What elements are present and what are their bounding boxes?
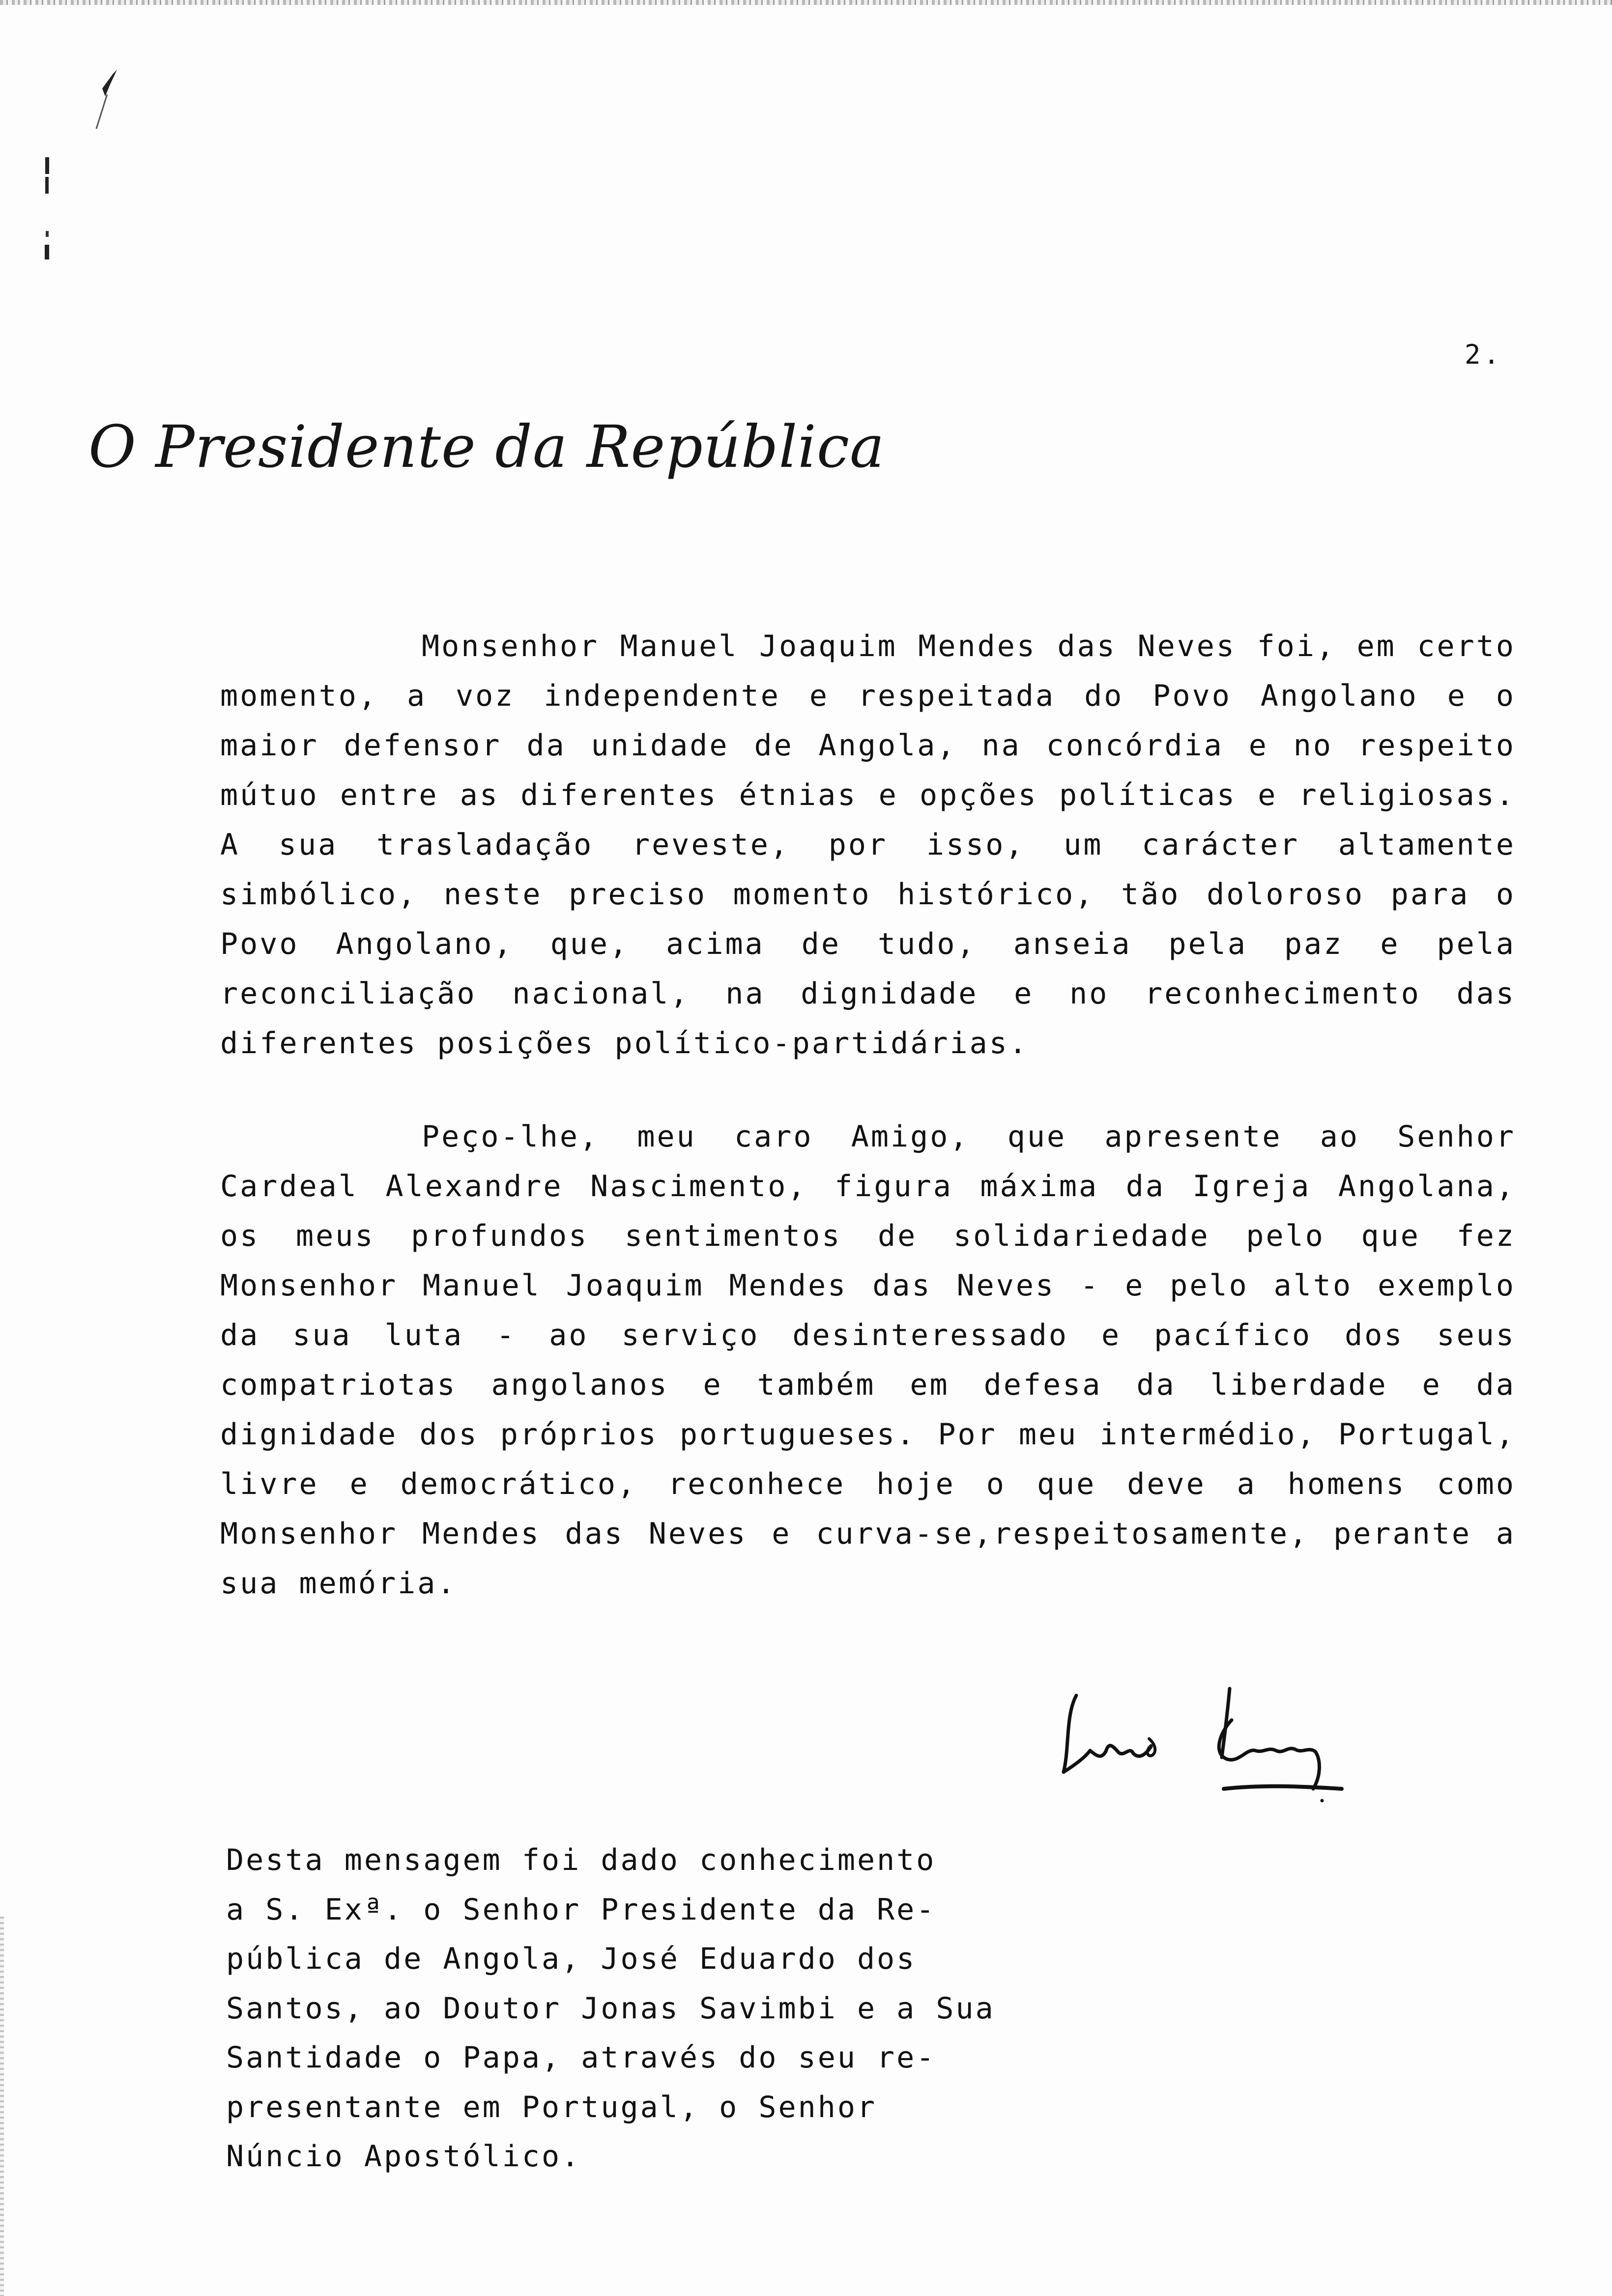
- distribution-line: pública de Angola, José Eduardo dos: [226, 1942, 917, 1976]
- distribution-line: Santos, ao Doutor Jonas Savimbi e a Sua: [226, 1991, 995, 2026]
- distribution-line: Desta mensagem foi dado conhecimento: [226, 1843, 936, 1877]
- distribution-line: Núncio Apostólico.: [226, 2139, 581, 2174]
- body-paragraph-2: Peço-lhe, meu caro Amigo, que apresente ao Senhor Cardeal Alexandre Nascimento, figura máxima da Igreja Angolana, os meus profundos sentimentos de solidariedade pelo que fez Monsenhor Manuel Joaquim Mendes das Neves - e pelo alto exemplo da sua luta - ao serviço desinteressado e pacífico dos seus compatriotas angolanos e também em defesa da liberdade e da dignidade dos próprios portugueses. Por meu intermédio, Portugal, livre e democrático, reconhece hoje o que deve a homens como Monsenhor Mendes das Neves e curva-se,respeitosamente, perante a sua memória.: [220, 1119, 1516, 1601]
- distribution-line: Santidade o Papa, através do seu re-: [226, 2040, 936, 2075]
- handwritten-signature: [1057, 1641, 1361, 1804]
- scan-left-edge: [0, 1917, 4, 2296]
- margin-pen-marks: [0, 0, 197, 295]
- scan-top-edge: [0, 0, 1612, 5]
- distribution-line: a S. Exª. o Senhor Presidente da Re-: [226, 1892, 936, 1927]
- body-paragraph-1: Monsenhor Manuel Joaquim Mendes das Neves foi, em certo momento, a voz independente e respeitada do Povo Angolano e o maior defensor da unidade de Angola, na concórdia e no respeito mútuo entre as diferentes étnias e opções políticas e religiosas. A sua trasladação reveste, por isso, um carácter altamente simbólico, neste preciso momento histórico, tão doloroso para o Povo Angolano, que, acima de tudo, anseia pela paz e pela reconciliação nacional, na dignidade e no reconhecimento das diferentes posições político-partidárias.: [220, 629, 1516, 1061]
- distribution-line: presentante em Portugal, o Senhor: [226, 2090, 877, 2124]
- page-number: 2.: [1465, 339, 1503, 370]
- letterhead-title: O Presidente da República: [88, 413, 885, 481]
- distribution-note: [226, 1836, 1022, 2181]
